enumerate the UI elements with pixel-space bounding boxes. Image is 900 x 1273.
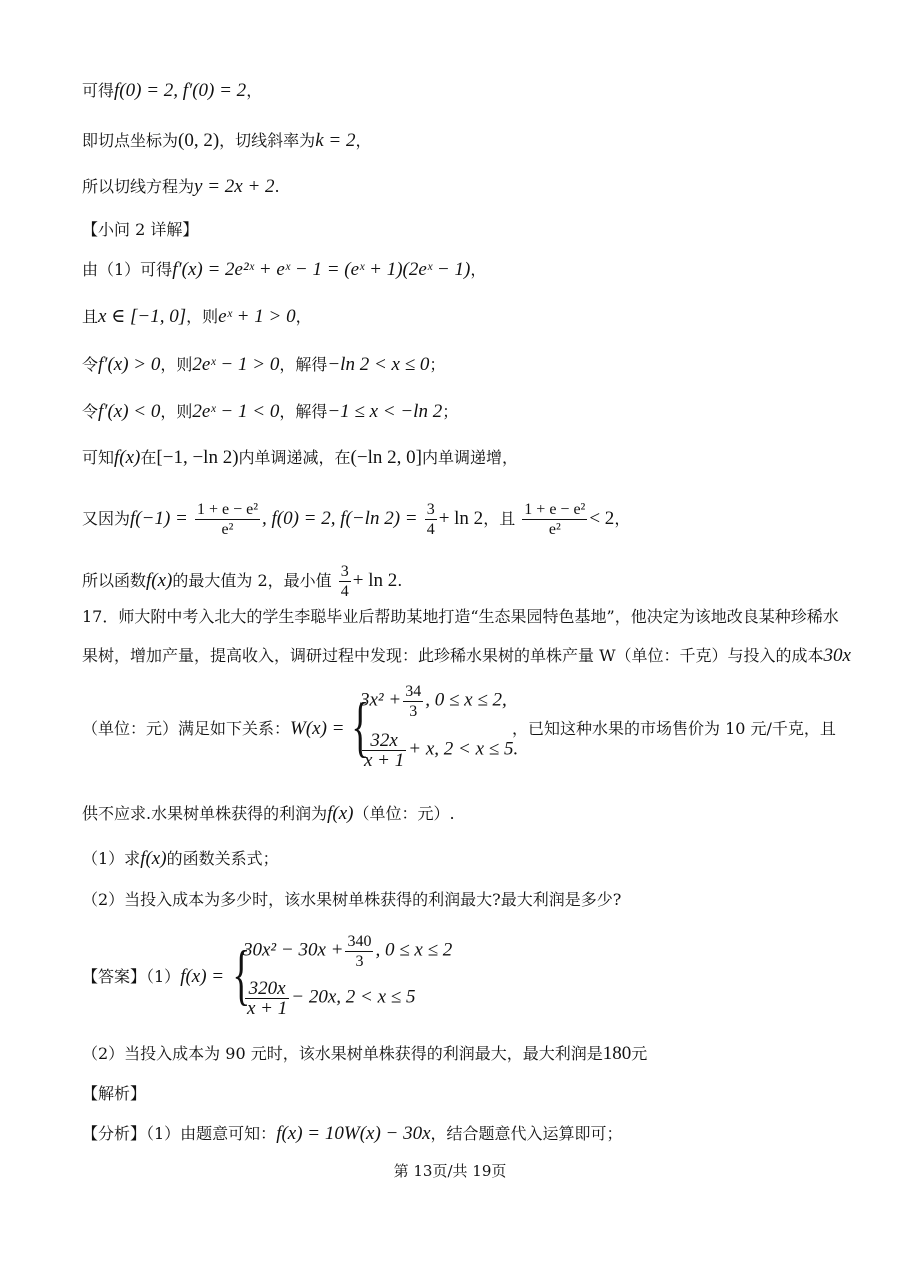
math: 180 xyxy=(602,1043,632,1064)
question-2: （2）当投入成本为多少时，该水果树单株获得的利润最大?最大利润是多少? xyxy=(82,890,622,909)
analysis-line: 【分析】（1）由题意可知：f(x) = 10W(x) − 30x，结合题意代入运算即可； xyxy=(82,1123,623,1144)
line-5: 由（1）可得f′(x) = 2e²ˣ + eˣ − 1 = (eˣ + 1)(2eˣ − 1)， xyxy=(82,259,487,280)
problem-17-line-2: 果树，增加产量，提高收入，调研过程中发现：此珍稀水果树的单株产量 W（单位：千克）与投入的成本30x xyxy=(82,645,851,666)
math: (−ln 2, 0] xyxy=(350,447,422,468)
brace: { xyxy=(351,688,370,764)
line-11: 所以函数f(x)的最大值为 2，最小值 $\frac{3}{4}$ + ln 2. xyxy=(82,563,403,600)
question-1: （1）求f(x)的函数关系式； xyxy=(82,848,279,869)
case-1: 3x² + $\frac{34}{3}$ , 0 ≤ x ≤ 2, xyxy=(360,683,507,720)
line-3: 所以切线方程为y = 2x + 2. xyxy=(82,176,280,197)
problem-17-line-3-tail: ，已知这种水果的市场售价为 10 元/千克，且 xyxy=(512,719,836,738)
line-10: 又因为f(−1) = $\frac{\text{1 + e − e²}}{\text{e²}}$ , f(0) = 2, f(−ln 2) = $\frac{3}{4}$ + ln 2，且 $\frac{\text{1 + e − e²}}{\text{e²}}$ < 2， xyxy=(82,501,631,538)
fraction: $\frac{\text{1 + e − e²}}{\text{e²}}$ xyxy=(524,501,586,538)
math: f′(x) = 2e²ˣ + eˣ − 1 = (eˣ + 1)(2eˣ − 1) xyxy=(172,259,471,280)
fraction: $\frac{3}{4}$ xyxy=(426,501,435,538)
math: f′(x) < 0 xyxy=(98,401,161,422)
math: 2eˣ − 1 > 0 xyxy=(192,354,280,375)
problem-17-line-4: 供不应求.水果树单株获得的利润为f(x)（单位：元）. xyxy=(82,803,455,824)
answer-case-2: $\frac{320x}{x + 1}$ − 20x, 2 < x ≤ 5 xyxy=(247,978,416,1019)
math: [−1, −ln 2) xyxy=(156,447,239,468)
math: 30x xyxy=(823,645,851,666)
line-1: 可得f(0) = 2, f′(0) = 2， xyxy=(82,80,263,101)
fraction: $\frac{3}{4}$ xyxy=(340,563,349,600)
math: (0, 2) xyxy=(178,130,220,151)
math: f(x) xyxy=(140,848,167,869)
math: f(x) xyxy=(146,570,173,591)
line-8: 令f′(x) < 0，则2eˣ − 1 < 0，解得−1 ≤ x < −ln 2； xyxy=(82,401,459,422)
sub-question-heading: 【小问 2 详解】 xyxy=(82,220,199,239)
answer-case-1: 30x² − 30x + $\frac{340}{3}$ , 0 ≤ x ≤ 2 xyxy=(243,933,453,970)
analysis-heading: 【解析】 xyxy=(82,1084,147,1103)
math: f′(x) > 0 xyxy=(98,354,161,375)
problem-17-line-3: （单位：元）满足如下关系：W(x) = xyxy=(82,718,345,739)
line-2: 即切点坐标为(0, 2)，切线斜率为k = 2， xyxy=(82,130,372,151)
line-9: 可知f(x)在[−1, −ln 2)内单调递减，在(−ln 2, 0]内单调递增， xyxy=(82,447,518,468)
problem-17-line-1: 17．师大附中考入北大的学生李聪毕业后帮助某地打造“生态果园特色基地”，他决定为该地改良某种珍稀水 xyxy=(82,607,839,626)
math: 2eˣ − 1 < 0 xyxy=(192,401,280,422)
case-2: $\frac{32x}{x + 1}$ + x, 2 < x ≤ 5. xyxy=(364,730,519,771)
answer-1: 【答案】（1）f(x) = xyxy=(82,966,225,987)
math: f(x) = 10W(x) − 30x xyxy=(276,1123,431,1144)
math: W(x) = xyxy=(290,718,345,739)
math: −ln 2 < x ≤ 0 xyxy=(327,354,430,375)
brace: { xyxy=(232,936,251,1012)
page-footer: 第 13页/共 19页 xyxy=(393,1162,507,1180)
math: y = 2x + 2 xyxy=(194,176,275,197)
answer-2: （2）当投入成本为 90 元时，该水果树单株获得的利润最大，最大利润是180元 xyxy=(82,1043,648,1064)
math: −1 ≤ x < −ln 2 xyxy=(327,401,443,422)
math: k = 2 xyxy=(315,130,356,151)
math: f(0) = 2, f′(0) = 2 xyxy=(114,80,247,101)
math: f(x) xyxy=(327,803,354,824)
math: f(x) xyxy=(114,447,141,468)
line-6: 且x ∈ [−1, 0]，则eˣ + 1 > 0， xyxy=(82,306,312,327)
fraction: $\frac{\text{1 + e − e²}}{\text{e²}}$ xyxy=(196,501,258,538)
math: f(x) = xyxy=(180,966,225,987)
math: x ∈ [−1, 0] xyxy=(98,306,187,327)
math: eˣ + 1 > 0 xyxy=(218,306,296,327)
line-7: 令f′(x) > 0，则2eˣ − 1 > 0，解得−ln 2 < x ≤ 0； xyxy=(82,354,446,375)
